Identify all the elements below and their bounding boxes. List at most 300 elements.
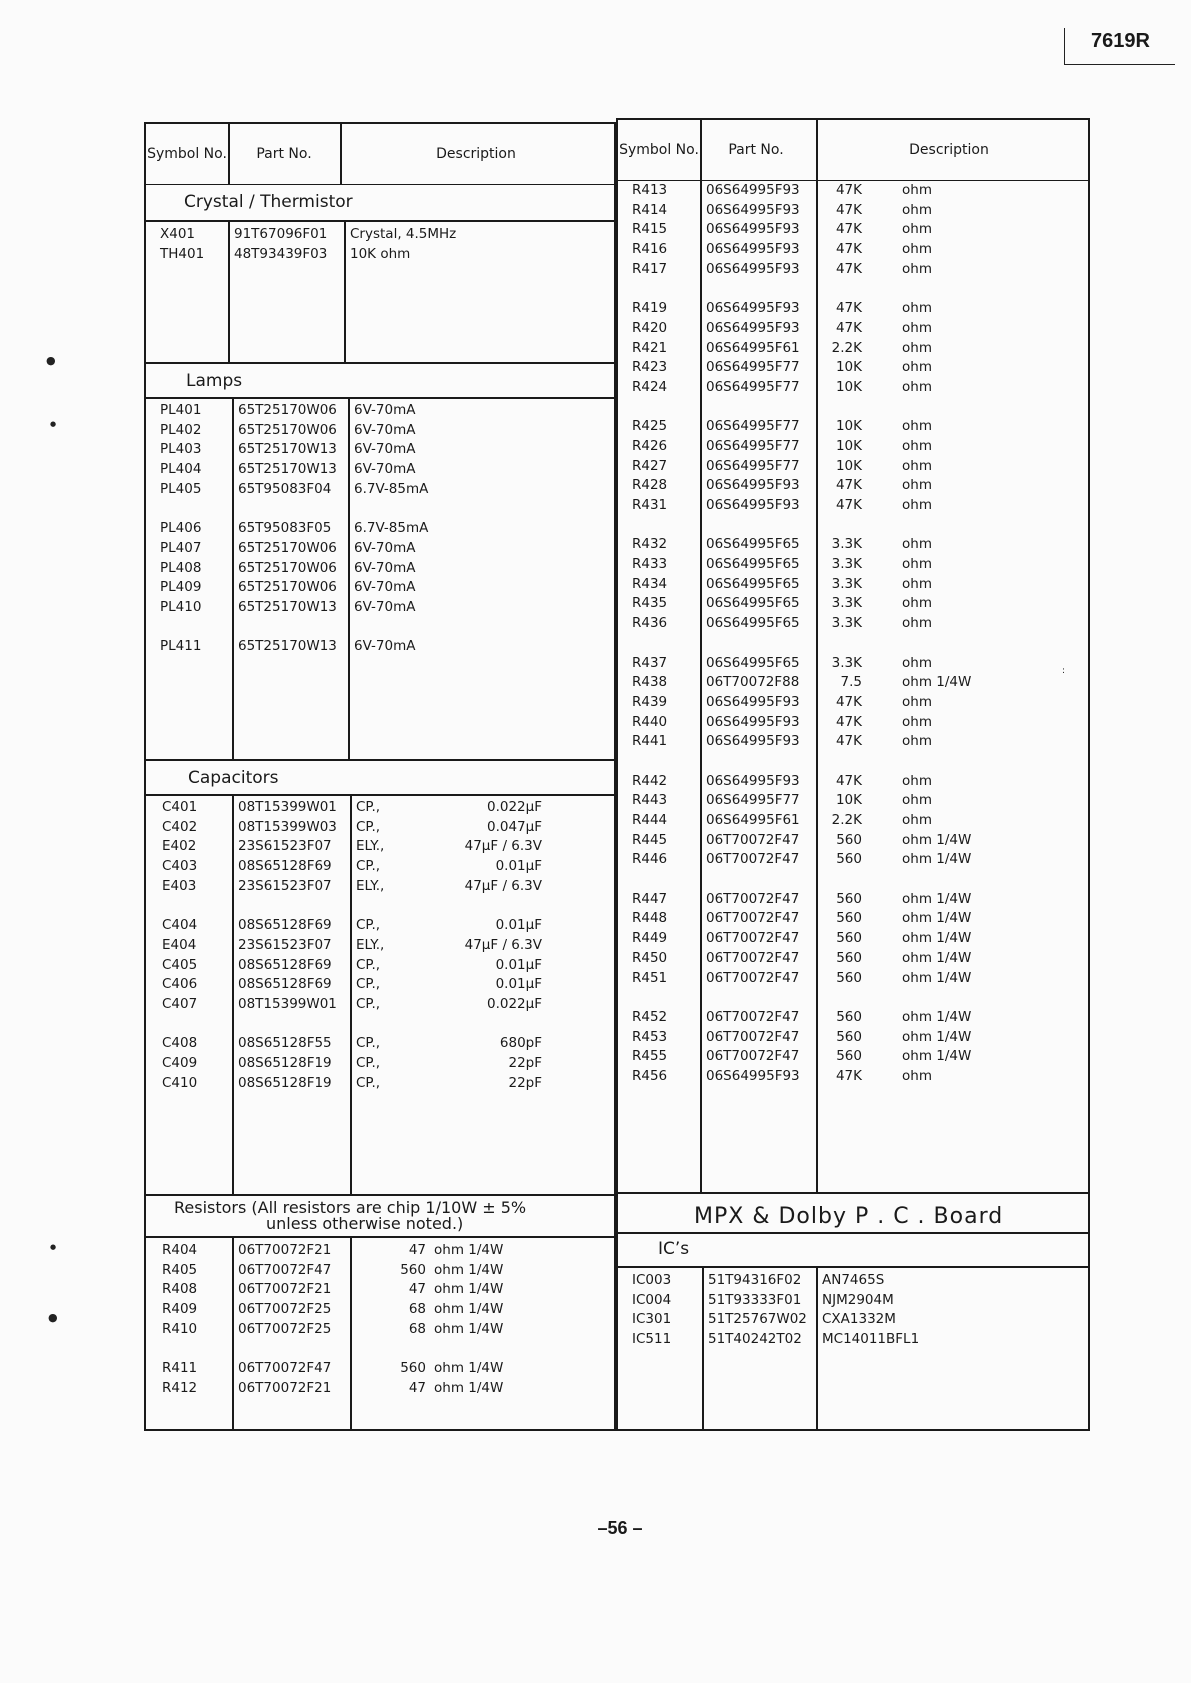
page-number: –56 – [597,1518,643,1538]
section-rule [146,220,614,222]
capacitor-type: ELY., [356,936,385,953]
table-header [146,124,614,185]
symbol: R421 [632,339,668,356]
resistance-value: 560 [836,1008,862,1025]
group-spacer [146,1340,614,1360]
capacitor-value: 0.01µF [495,917,542,934]
part-number: 65T95083F04 [238,480,332,497]
group-spacer [618,280,1088,300]
part-number: 08T15399W03 [238,818,337,835]
table-row [618,1272,1088,1292]
table-row [146,599,614,619]
left-parts-table [144,122,616,1431]
table-row [146,937,614,957]
section-rule [146,397,614,399]
table-row [146,1262,614,1282]
capacitor-type: CP., [356,818,381,835]
table-row [146,838,614,858]
group-spacer [618,871,1088,891]
capacitor-type: ELY., [356,877,385,894]
resistance-unit: ohm 1/4W [902,1048,972,1065]
capacitor-rows [146,799,614,1094]
part-number: 06T70072F47 [706,831,800,848]
column-divider [232,397,234,759]
symbol: R436 [632,615,668,632]
resistance-unit: ohm 1/4W [902,910,972,927]
capacitor-value: 0.022µF [486,995,542,1012]
resistance-value: 3.3K [831,556,862,573]
part-number: 65T25170W06 [238,421,337,438]
resistance-value: 560 [400,1360,426,1377]
symbol: R456 [632,1067,668,1084]
column-divider [816,1266,818,1431]
symbol: R446 [632,851,668,868]
part-number: 06S64995F77 [706,792,800,809]
group-spacer [146,619,614,639]
margin-mark: ● [50,420,57,428]
resistance-unit: ohm 1/4W [902,1008,972,1025]
resistance-unit: ohm [902,812,932,828]
part-number: 08S65128F69 [238,858,332,875]
table-row [618,674,1088,694]
table-row [618,320,1088,340]
symbol: PL406 [160,520,202,537]
capacitor-value: 0.01µF [495,858,542,875]
symbol: R431 [632,497,668,513]
resistor-rows-left [146,1242,614,1400]
table-row [618,497,1088,517]
symbol: R444 [632,812,668,828]
table-row [618,182,1088,202]
symbol: C404 [162,917,198,934]
symbol: R435 [632,595,668,612]
symbol: R405 [162,1261,198,1278]
table-row [618,556,1088,576]
table-row [146,1055,614,1075]
description: 6.7V-85mA [354,480,429,497]
symbol: R434 [632,575,668,592]
table-row [146,579,614,599]
table-row [618,340,1088,360]
table-row [618,300,1088,320]
resistance-unit: ohm [902,418,932,435]
resistance-unit: ohm [902,201,932,218]
part-number: 06T70072F47 [706,1048,800,1065]
section-title-resistors-line2: unless otherwise noted.) [266,1214,464,1233]
part-number: 06T70072F47 [238,1360,332,1377]
table-row [618,851,1088,871]
resistance-value: 560 [836,831,862,848]
resistance-value: 560 [836,851,862,868]
resistance-unit: ohm [902,615,932,632]
resistance-value: 47K [835,693,862,710]
capacitor-type: CP., [356,799,381,815]
section-rule [146,759,614,761]
part-number: 48T93439F03 [234,245,328,262]
symbol: R455 [632,1048,668,1065]
part-number: 06T70072F88 [706,674,800,691]
capacitor-value: 47µF / 6.3V [464,936,542,953]
symbol: C406 [162,976,198,993]
part-number: 06T70072F47 [706,949,800,966]
part-number: 06T70072F21 [238,1242,332,1258]
resistance-value: 47 [408,1242,426,1258]
symbol: IC511 [632,1331,672,1348]
ic-type: MC14011BFL1 [822,1331,920,1348]
resistance-unit: ohm 1/4W [434,1360,504,1377]
part-number: 06S64995F93 [706,713,800,730]
table-row [618,950,1088,970]
resistance-value: 560 [836,930,862,947]
table-row [146,957,614,977]
part-number: 08T15399W01 [238,799,337,815]
resistance-unit: ohm 1/4W [902,949,972,966]
symbol: R432 [632,536,668,553]
symbol: C405 [162,956,198,973]
part-number: 65T25170W06 [238,559,337,576]
symbol: E403 [162,877,197,894]
symbol: PL408 [160,559,202,576]
part-number: 06S64995F93 [706,693,800,710]
resistance-value: 3.3K [831,615,862,632]
part-number: 08S65128F55 [238,1035,332,1052]
table-row [146,976,614,996]
symbol: IC004 [632,1291,672,1308]
part-number: 51T25767W02 [708,1311,807,1328]
resistance-value: 47K [835,260,862,277]
resistance-unit: ohm [902,792,932,809]
resistance-value: 47K [835,497,862,513]
section-title-capacitors: Capacitors [188,768,279,788]
part-number: 06S64995F93 [706,300,800,317]
symbol: R411 [162,1360,198,1377]
capacitor-type: CP., [356,1074,381,1091]
margin-mark: ● [46,354,56,367]
symbol: R441 [632,733,668,750]
table-row [618,576,1088,596]
column-divider [340,124,342,184]
part-number: 91T67096F01 [234,226,328,242]
description: 6V-70mA [354,539,416,556]
resistance-value: 10K [835,418,862,435]
symbol: R416 [632,241,668,258]
resistance-unit: ohm [902,713,932,730]
resistance-unit: ohm 1/4W [902,969,972,986]
resistance-unit: ohm [902,437,932,454]
table-row [146,996,614,1016]
resistance-unit: ohm 1/4W [434,1242,504,1258]
table-row [146,540,614,560]
resistance-value: 10K [835,359,862,376]
symbol: R428 [632,477,668,494]
resistance-unit: ohm [902,457,932,474]
part-number: 06S64995F93 [706,1067,800,1084]
part-number: 06S64995F93 [706,182,800,198]
table-row [618,1048,1088,1068]
resistance-unit: ohm [902,300,932,317]
margin-mark: : [1062,666,1066,676]
table-row [618,379,1088,399]
table-row [618,655,1088,675]
resistance-value: 10K [835,457,862,474]
resistance-unit: ohm 1/4W [434,1261,504,1278]
table-header [618,120,1088,181]
section-rule [618,1192,1088,1194]
part-number: 06S64995F77 [706,437,800,454]
part-number: 06T70072F21 [238,1281,332,1298]
section-title-crystal: Crystal / Thermistor [184,192,353,212]
part-number: 06T70072F47 [706,1028,800,1045]
part-number: 65T25170W06 [238,579,337,596]
table-row [618,1068,1088,1088]
symbol: X401 [160,226,196,242]
symbol: R425 [632,418,668,435]
resistance-unit: ohm 1/4W [434,1379,504,1396]
table-row [618,1292,1088,1312]
table-row [618,477,1088,497]
table-row [146,1242,614,1262]
symbol: E402 [162,838,197,855]
part-number: 23S61523F07 [238,877,332,894]
table-row [618,1009,1088,1029]
resistance-unit: ohm 1/4W [902,674,972,691]
resistance-unit: ohm [902,319,932,336]
symbol: R453 [632,1028,668,1045]
header-symbol: Symbol No. [147,146,227,162]
part-number: 06S64995F65 [706,536,800,553]
symbol: R417 [632,260,668,277]
resistance-unit: ohm [902,1067,932,1084]
symbol: C402 [162,818,198,835]
resistance-value: 3.3K [831,536,862,553]
symbol: C409 [162,1054,198,1071]
part-number: 06T70072F47 [706,1008,800,1025]
part-number: 06T70072F47 [238,1261,332,1278]
group-spacer [618,517,1088,537]
table-row [146,858,614,878]
resistance-value: 68 [408,1320,426,1337]
part-number: 06S64995F93 [706,241,800,258]
column-divider [702,1266,704,1431]
symbol: R412 [162,1379,198,1396]
part-number: 65T25170W06 [238,539,337,556]
column-divider [232,1236,234,1431]
capacitor-value: 0.047µF [486,818,542,835]
table-row [146,878,614,898]
resistance-value: 47K [835,182,862,198]
symbol: R440 [632,713,668,730]
part-number: 06S64995F65 [706,595,800,612]
resistance-unit: ohm [902,359,932,376]
description: 6V-70mA [354,402,416,418]
part-number: 65T25170W13 [238,638,337,655]
symbol: TH401 [160,245,205,262]
capacitor-value: 22pF [508,1074,542,1091]
document-number-box [1064,28,1175,65]
table-row [146,638,614,658]
resistance-unit: ohm [902,378,932,395]
section-rule [618,1266,1088,1268]
table-row [146,1075,614,1095]
symbol: R408 [162,1281,198,1298]
part-number: 23S61523F07 [238,936,332,953]
part-number: 06S64995F77 [706,359,800,376]
symbol: PL405 [160,480,202,497]
ic-type: NJM2904M [822,1291,894,1308]
resistance-value: 3.3K [831,595,862,612]
capacitor-value: 680pF [499,1035,542,1052]
table-row [146,226,614,246]
part-number: 06S64995F61 [706,812,800,828]
table-row [146,917,614,937]
resistance-unit: ohm [902,575,932,592]
part-number: 06S64995F93 [706,319,800,336]
table-row [618,812,1088,832]
table-row [618,1331,1088,1351]
group-spacer [146,1016,614,1036]
resistance-value: 560 [836,910,862,927]
resistance-unit: ohm [902,556,932,573]
resistance-value: 47 [408,1281,426,1298]
table-row [146,1035,614,1055]
board-title: MPX & Dolby P . C . Board [694,1204,1004,1229]
document-number: 7619R [1091,30,1150,52]
resistance-value: 560 [836,890,862,907]
resistance-value: 10K [835,792,862,809]
resistance-value: 3.3K [831,654,862,671]
symbol: PL407 [160,539,202,556]
resistance-value: 47K [835,201,862,218]
margin-mark: ● [50,1243,57,1251]
column-divider [344,220,346,362]
part-number: 06S64995F65 [706,575,800,592]
table-row [618,261,1088,281]
part-number: 08S65128F19 [238,1054,332,1071]
symbol: R438 [632,674,668,691]
table-row [618,458,1088,478]
table-row [146,402,614,422]
description: 10K ohm [350,245,411,262]
resistance-unit: ohm 1/4W [434,1301,504,1318]
table-row [146,1281,614,1301]
part-number: 08T15399W01 [238,995,337,1012]
description: 6V-70mA [354,638,416,655]
part-number: 06T70072F25 [238,1320,332,1337]
part-number: 06T70072F25 [238,1301,332,1318]
symbol: R448 [632,910,668,927]
symbol: PL403 [160,441,202,458]
resistance-value: 560 [836,949,862,966]
section-rule [146,362,614,364]
description: 6V-70mA [354,598,416,615]
part-number: 06T70072F47 [706,930,800,947]
header-part-no: Part No. [728,142,784,158]
part-number: 06S64995F61 [706,339,800,356]
symbol: R449 [632,930,668,947]
table-row [618,694,1088,714]
resistor-rows-right [618,182,1088,1088]
part-number: 51T94316F02 [708,1272,802,1288]
part-number: 06T70072F21 [238,1379,332,1396]
part-number: 51T40242T02 [708,1331,802,1348]
resistance-value: 47K [835,733,862,750]
symbol: R450 [632,949,668,966]
symbol: R433 [632,556,668,573]
symbol: R445 [632,831,668,848]
margin-mark: ● [48,1311,58,1324]
group-spacer [618,399,1088,419]
part-number: 23S61523F07 [238,838,332,855]
ic-type: CXA1332M [822,1311,896,1328]
lamp-rows [146,402,614,658]
symbol: C408 [162,1035,198,1052]
resistance-value: 10K [835,378,862,395]
symbol: R426 [632,437,668,454]
resistance-unit: ohm [902,772,932,789]
resistance-value: 560 [400,1261,426,1278]
symbol: R415 [632,221,668,238]
table-row [618,792,1088,812]
column-divider [348,397,350,759]
resistance-value: 47K [835,221,862,238]
column-divider [350,794,352,1194]
resistance-value: 47K [835,241,862,258]
part-number: 06T70072F47 [706,851,800,868]
section-rule [146,1194,614,1196]
part-number: 06S64995F93 [706,497,800,513]
resistance-unit: ohm [902,339,932,356]
table-row [618,891,1088,911]
table-row [146,1321,614,1341]
resistance-value: 47K [835,477,862,494]
part-number: 65T25170W13 [238,441,337,458]
column-divider [228,124,230,184]
capacitor-value: 47µF / 6.3V [464,877,542,894]
table-row [618,1311,1088,1331]
table-row [618,615,1088,635]
table-row [146,481,614,501]
resistance-value: 560 [836,1048,862,1065]
part-number: 06T70072F47 [706,910,800,927]
symbol: PL410 [160,598,202,615]
group-spacer [618,989,1088,1009]
symbol: R439 [632,693,668,710]
symbol: R443 [632,792,668,809]
part-number: 06S64995F65 [706,615,800,632]
group-spacer [618,635,1088,655]
symbol: R424 [632,378,668,395]
table-row [618,241,1088,261]
part-number: 06S64995F93 [706,772,800,789]
column-divider [350,1236,352,1431]
description: 6V-70mA [354,559,416,576]
resistance-unit: ohm 1/4W [902,890,972,907]
resistance-unit: ohm [902,241,932,258]
part-number: 06S64995F93 [706,260,800,277]
resistance-value: 47K [835,319,862,336]
symbol: IC301 [632,1311,672,1328]
resistance-value: 3.3K [831,575,862,592]
capacitor-value: 0.01µF [495,976,542,993]
symbol: R414 [632,201,668,218]
resistance-unit: ohm [902,536,932,553]
table-row [146,441,614,461]
capacitor-value: 0.022µF [486,799,542,815]
resistance-unit: ohm [902,693,932,710]
capacitor-value: 22pF [508,1054,542,1071]
symbol: IC003 [632,1272,672,1288]
header-description: Description [909,142,989,158]
